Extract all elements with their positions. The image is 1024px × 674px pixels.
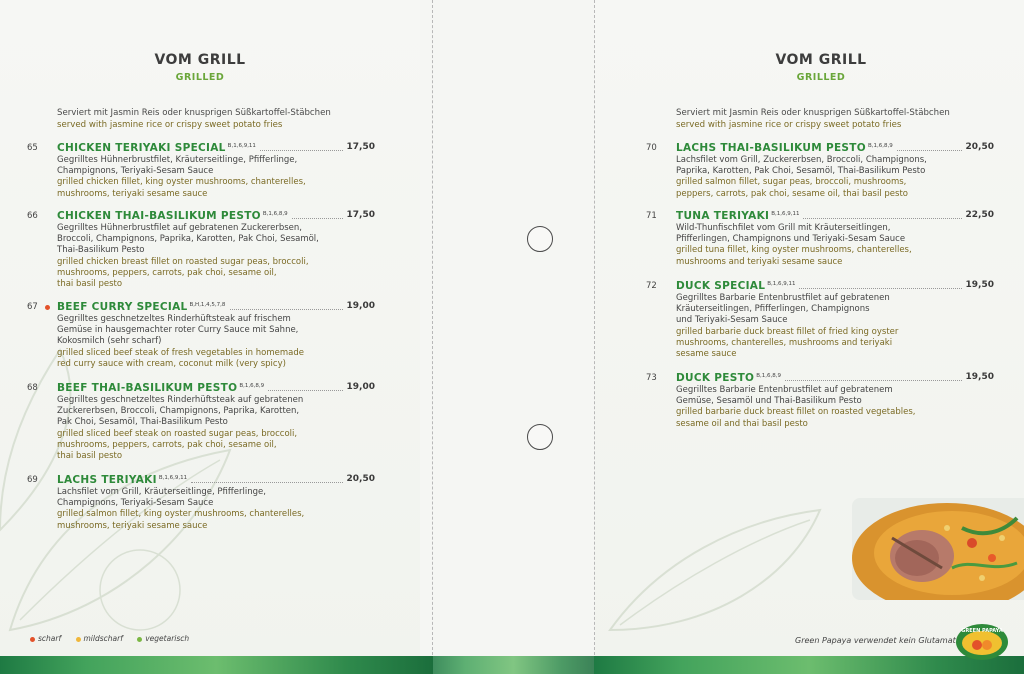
allergen-codes: B,H,1,4,5,7,8	[189, 302, 226, 308]
description-english: mushrooms, teriyaki sesame sauce	[57, 188, 208, 199]
item-price: 19,50	[965, 280, 994, 290]
price-leader	[897, 150, 962, 151]
description-german: Gegrilltes Barbarie Entenbrustfilet auf gebratenen	[676, 293, 890, 303]
mild-dot-icon	[76, 637, 81, 642]
description-german: Wild-Thunfischfilet vom Grill mit Kräuterseitlingen,	[676, 223, 891, 233]
item-header	[676, 209, 994, 223]
description-english: grilled salmon fillet, king oyster mushrooms, chanterelles,	[57, 509, 305, 520]
allergen-codes: B,1,6,9,11	[227, 143, 256, 149]
price-leader	[785, 380, 962, 381]
description-german: Broccoli, Champignons, Paprika, Karotten, Pak Choi, Sesamöl,	[57, 234, 319, 245]
allergen-codes: B,1,6,8,9	[867, 143, 893, 149]
item-price: 17,50	[346, 142, 375, 152]
item-price: 19,00	[346, 301, 375, 311]
intro-german: Serviert mit Jasmin Reis oder knusprigen Süßkartoffel-Stäbchen	[57, 108, 331, 118]
description-german: Pfifferlingen, Champignons und Teriyaki-Sesam Sauce	[676, 234, 906, 245]
description-german: Gemüse, Sesamöl und Thai-Basilikum Pesto	[676, 396, 862, 407]
allergen-codes: B,1,6,9,11	[771, 211, 800, 217]
item-header	[57, 381, 375, 395]
item-number: 66	[27, 211, 38, 221]
fold-line	[432, 0, 433, 655]
duck-dish-image	[852, 498, 1024, 600]
item-number: 70	[646, 143, 657, 153]
item-header	[57, 473, 375, 487]
description-german: Kokosmilch (sehr scharf)	[57, 336, 162, 347]
price-leader	[230, 309, 343, 310]
section-subtitle: GRILLED	[175, 72, 225, 83]
green-papaya-logo	[955, 623, 1009, 661]
spicy-dot-icon	[30, 637, 35, 642]
menu-item	[646, 141, 994, 200]
intro-english: served with jasmine rice or crispy sweet potato fries	[676, 119, 902, 130]
allergen-codes: B,1,6,9,11	[767, 281, 796, 287]
item-name: CHICKEN TERIYAKI SPECIAL	[57, 141, 226, 154]
legend-item-mildscharf	[76, 634, 123, 643]
description-german: Gegrilltes Hühnerbrustfilet auf gebratenen Zuckererbsen,	[57, 223, 302, 233]
description-german: Gegrilltes geschnetzeltes Rinderhüftsteak auf gebratenen	[57, 395, 304, 405]
intro-text	[676, 108, 950, 131]
item-price: 17,50	[346, 210, 375, 220]
bottom-green-strip	[0, 656, 433, 674]
center-fold	[420, 0, 595, 674]
item-header	[676, 141, 994, 155]
description-english: peppers, carrots, pak choi, sesame oil, thai basil pesto	[676, 188, 908, 199]
menu-item	[27, 209, 375, 290]
allergen-codes: B,1,6,8,9	[756, 373, 782, 379]
menu-item	[646, 279, 994, 360]
item-number: 67	[27, 302, 38, 312]
menu-item	[646, 209, 994, 268]
description-german: Champignons, Teriyaki-Sesam Sauce	[57, 166, 214, 177]
intro-text	[57, 108, 331, 131]
description-english: sesame oil and thai basil pesto	[676, 418, 808, 429]
price-leader	[799, 288, 962, 289]
section-title: VOM GRILL	[775, 52, 867, 68]
spicy-dot-icon	[45, 305, 50, 310]
description-german: Thai-Basilikum Pesto	[57, 245, 145, 256]
description-german: Paprika, Karotten, Pak Choi, Sesamöl, Thai-Basilikum Pesto	[676, 166, 926, 177]
glutamate-note: Green Papaya verwendet kein Glutamat	[795, 636, 956, 645]
item-name: LACHS THAI-BASILIKUM PESTO	[676, 141, 866, 154]
allergen-codes: B,1,6,9,11	[158, 475, 188, 481]
description-english: grilled barbarie duck breast fillet of fried king oyster	[676, 326, 899, 337]
legend-item-vegetarisch	[137, 634, 189, 643]
price-leader	[268, 390, 343, 391]
menu-item	[27, 381, 375, 462]
description-german: Gegrilltes geschnetzeltes Rinderhüftsteak auf frischem	[57, 314, 291, 324]
item-name: DUCK SPECIAL	[676, 279, 766, 292]
item-header	[676, 279, 994, 293]
description-english: mushrooms and teriyaki sesame sauce	[676, 256, 843, 267]
binder-hole	[527, 424, 553, 450]
description-english: red curry sauce with cream, coconut milk (very spicy)	[57, 358, 286, 369]
item-header	[57, 209, 375, 223]
description-english: thai basil pesto	[57, 451, 123, 462]
section-title: VOM GRILL	[154, 52, 246, 68]
item-price: 19,00	[346, 382, 375, 392]
section-subtitle: GRILLED	[796, 72, 846, 83]
legend-item-scharf	[30, 634, 61, 643]
description-german: Gegrilltes Hühnerbrustfilet, Kräuterseitlinge, Pfifferlinge,	[57, 155, 298, 165]
description-english: grilled tuna fillet, king oyster mushrooms, chanterelles,	[676, 245, 912, 256]
menu-item	[646, 371, 994, 430]
description-german: Champignons, Teriyaki-Sesam Sauce	[57, 498, 214, 509]
item-header	[57, 141, 375, 155]
logo-text: GREEN PAPAYA	[961, 628, 1003, 634]
description-english: grilled chicken fillet, king oyster mushrooms, chanterelles,	[57, 177, 306, 188]
intro-german: Serviert mit Jasmin Reis oder knusprigen Süßkartoffel-Stäbchen	[676, 108, 950, 118]
legend-label: scharf	[38, 634, 62, 643]
leaf-decoration-icon	[600, 440, 830, 640]
description-english: grilled salmon fillet, sugar peas, broccoli, mushrooms,	[676, 177, 907, 188]
description-english: grilled barbarie duck breast fillet on roasted vegetables,	[676, 407, 916, 418]
description-german: Zuckererbsen, Broccoli, Champignons, Paprika, Karotten,	[57, 406, 300, 417]
item-number: 69	[27, 475, 38, 485]
item-number: 71	[646, 211, 657, 221]
food-photo	[852, 498, 1024, 600]
description-german: Lachsfilet vom Grill, Zuckererbsen, Broccoli, Champignons,	[676, 155, 927, 165]
description-english: mushrooms, peppers, carrots, pak choi, sesame oil,	[57, 267, 277, 278]
item-name: DUCK PESTO	[676, 371, 755, 384]
item-name: TUNA TERIYAKI	[676, 209, 770, 222]
price-leader	[191, 482, 343, 483]
item-name: LACHS TERIYAKI	[57, 473, 157, 486]
description-german: und Teriyaki-Sesam Sauce	[676, 315, 788, 326]
description-english: mushrooms, teriyaki sesame sauce	[57, 520, 208, 531]
vegetarian-dot-icon	[137, 637, 142, 642]
allergen-codes: B,1,6,8,9	[262, 211, 288, 217]
description-german: Gemüse in hausgemachter roter Curry Sauce mit Sahne,	[57, 325, 299, 336]
description-english: sesame sauce	[676, 349, 737, 360]
item-number: 68	[27, 383, 38, 393]
description-german: Pak Choi, Sesamöl, Thai-Basilikum Pesto	[57, 417, 228, 428]
item-header	[676, 371, 994, 385]
item-price: 19,50	[965, 372, 994, 382]
description-english: mushrooms, peppers, carrots, pak choi, sesame oil,	[57, 439, 277, 450]
intro-english: served with jasmine rice or crispy sweet potato fries	[57, 119, 283, 130]
description-english: grilled sliced beef steak of fresh vegetables in homemade	[57, 347, 304, 358]
fold-line	[594, 0, 595, 655]
allergen-codes: B,1,6,8,9	[239, 383, 265, 389]
item-name: CHICKEN THAI-BASILIKUM PESTO	[57, 209, 261, 222]
bottom-green-strip	[433, 656, 594, 674]
legend	[30, 634, 201, 643]
description-english: grilled sliced beef steak on roasted sugar peas, broccoli,	[57, 428, 298, 439]
binder-hole	[527, 226, 553, 252]
price-leader	[260, 150, 343, 151]
item-number: 73	[646, 373, 657, 383]
item-header	[57, 300, 375, 314]
item-number: 65	[27, 143, 38, 153]
price-leader	[803, 218, 962, 219]
item-price: 20,50	[346, 474, 375, 484]
description-german: Lachsfilet vom Grill, Kräuterseitlinge, Pfifferlinge,	[57, 487, 266, 497]
menu-item	[27, 300, 375, 370]
description-english: thai basil pesto	[57, 279, 123, 290]
item-number: 72	[646, 281, 657, 291]
menu-item	[27, 473, 375, 532]
description-german: Kräuterseitlingen, Pfifferlingen, Champignons	[676, 304, 870, 315]
item-name: BEEF CURRY SPECIAL	[57, 300, 188, 313]
price-leader	[292, 218, 343, 219]
menu-item	[27, 141, 375, 200]
item-name: BEEF THAI-BASILIKUM PESTO	[57, 381, 238, 394]
description-english: mushrooms, chanterelles, mushrooms and teriyaki	[676, 337, 893, 348]
item-price: 22,50	[965, 210, 994, 220]
description-english: grilled chicken breast fillet on roasted sugar peas, broccoli,	[57, 256, 309, 267]
item-price: 20,50	[965, 142, 994, 152]
legend-label: mildscharf	[83, 634, 123, 643]
description-german: Gegrilltes Barbarie Entenbrustfilet auf gebratenem	[676, 385, 893, 395]
legend-label: vegetarisch	[145, 634, 190, 643]
